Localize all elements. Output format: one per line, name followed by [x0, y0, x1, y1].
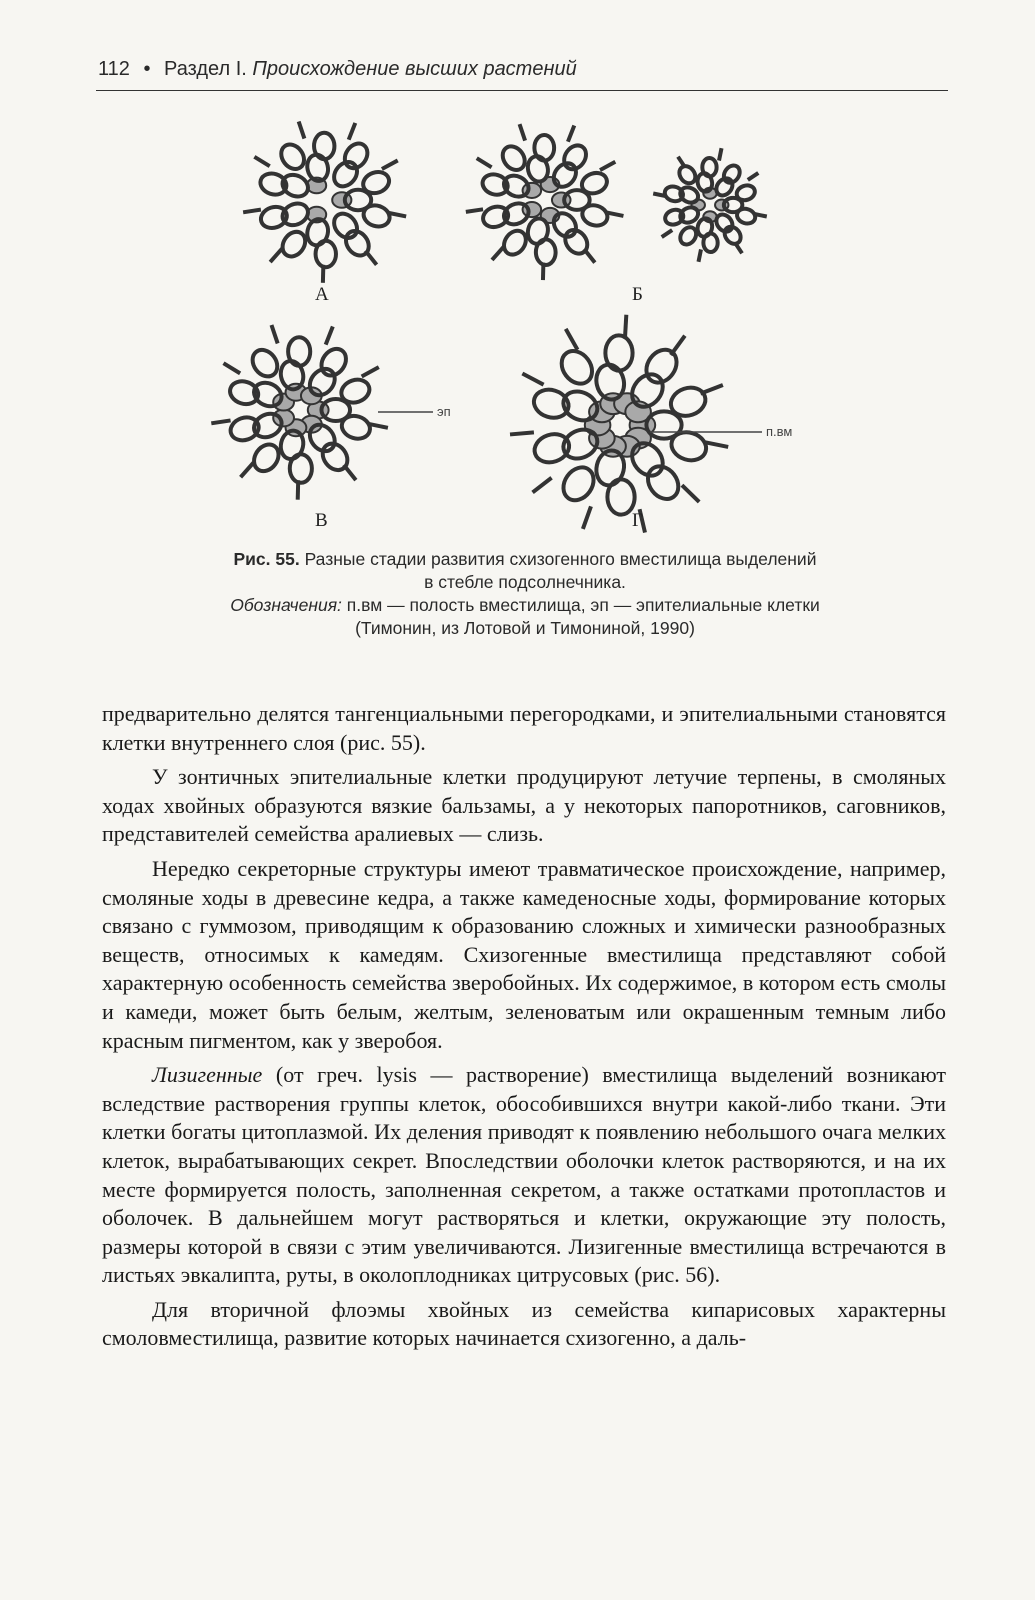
parenchyma-cell: [735, 207, 757, 226]
parenchyma-cell: [249, 440, 284, 476]
cell-wall-spike: [382, 160, 398, 169]
cell-wall-spike: [719, 148, 722, 160]
cell-wall-spike: [243, 210, 261, 213]
cell-wall-spike: [223, 363, 240, 373]
legend-label: Обозначения:: [230, 595, 342, 615]
cell-wall-spike: [662, 230, 673, 237]
cell-wall-spike: [701, 385, 723, 394]
parenchyma-cell: [607, 479, 635, 515]
parenchyma-cell: [279, 171, 312, 201]
term-lysigenous: Лизигенные: [152, 1062, 263, 1088]
parenchyma-cell: [316, 344, 351, 380]
panel-b1-cells: [466, 124, 624, 280]
parenchyma-cell: [605, 335, 633, 371]
paragraph-4-text: (от греч. lysis — растворение) вместилища выделений возникают вследствие растворения группы клеток, обособившихся внутри какой-либо ткани. Эти клетки богаты цитоплазмой. Их деления приводят к появлению небольшого очага мелких клеток, вырабатывающих секрет. Впоследствии оболочки клеток растворяются, и на их месте формируется полость, заполненная секретом, а также остатками протопластов и оболочек. В дальнейшем могут растворяться и клетки, окружающие эту полость, размеры которой в связи с этим увеличиваются. Лизигенные вместилища встречаются в листьях эвкалипта, руты, в околоплодниках цитрусовых (рис. 56).: [102, 1062, 946, 1288]
ep-annotation: эп: [437, 404, 451, 419]
cell-wall-spike: [326, 327, 333, 345]
parenchyma-cell: [735, 183, 757, 202]
parenchyma-cell: [290, 454, 313, 483]
parenchyma-cell: [534, 135, 554, 161]
cell-wall-spike: [698, 249, 701, 261]
parenchyma-cell: [530, 386, 572, 422]
parenchyma-cell: [557, 462, 600, 506]
cell-wall-spike: [533, 478, 552, 493]
parenchyma-cell: [500, 227, 531, 259]
parenchyma-cell: [480, 203, 511, 230]
cell-wall-spike: [349, 123, 356, 140]
cell-diagram: [150, 110, 910, 540]
panel-label-g: Г: [632, 510, 643, 531]
panel-label-v: В: [315, 510, 328, 531]
cell-wall-spike: [270, 249, 282, 262]
parenchyma-cell: [278, 227, 310, 260]
cell-wall-spike: [653, 193, 665, 196]
paragraph-2: У зонтичных эпителиальные клетки продуцируют летучие терпены, в смоляных ходах хвойных образуются вязкие бальзамы, а у некоторых папоротников, саговников, представителей семейства аралиевых — слизь.: [102, 764, 946, 847]
panel-a-cells: [243, 121, 406, 282]
pvm-annotation: п.вм: [766, 424, 793, 439]
parenchyma-cell: [277, 140, 309, 173]
running-header: [98, 58, 946, 90]
cell-wall-spike: [365, 251, 376, 265]
parenchyma-cell: [555, 345, 598, 389]
cell-wall-spike: [566, 329, 578, 350]
panel-g-cells: [510, 315, 728, 533]
section-label: Раздел I.: [164, 58, 247, 80]
caption-line-1: [110, 548, 940, 571]
section-title: Происхождение высших растений: [252, 58, 577, 80]
parenchyma-cell: [258, 170, 289, 197]
parenchyma-cell: [361, 202, 392, 229]
cell-wall-spike: [682, 485, 699, 502]
cell-wall-spike: [362, 367, 379, 376]
cell-wall-spike: [477, 158, 492, 167]
legend-text: п.вм — полость вместилища, эп — эпителиальные клетки: [346, 595, 820, 615]
paragraph-5: Для вторичной флоэмы хвойных из семейства кипарисовых характерны смоловместилища, развитие которых начинается схизогенно, а даль-: [102, 1296, 946, 1351]
body-text: [102, 700, 946, 1353]
paragraph-4: [102, 1061, 946, 1290]
parenchyma-cell: [498, 142, 529, 174]
cell-wall-spike: [671, 336, 685, 355]
cell-wall-spike: [520, 124, 526, 140]
paragraph-3: Нередко секреторные структуры имеют травматическое происхождение, например, смоляные ходы в древесине кедра, а также камеденосные ходы, формирование которых связано с гуммозом, приводящим к образованию сложных и химически разнообразных веществ, относимых к камедям. Схизогенные вместилища представляют собой характерную особенность семейства зверобойных. Их содержимое, в котором есть смолы и камеди, может быть белым, желтым, зеленоватым или окрашенным темным либо красным пигментом, как у зверобоя.: [102, 855, 946, 1053]
cell-wall-spike: [241, 463, 254, 478]
parenchyma-cell: [676, 163, 699, 186]
cell-wall-spike: [271, 325, 277, 343]
parenchyma-cell: [248, 345, 283, 381]
cell-wall-spike: [344, 465, 356, 480]
parenchyma-cell: [663, 207, 685, 226]
cell-wall-spike: [600, 162, 615, 170]
parenchyma-cell: [340, 139, 372, 172]
parenchyma-cell: [315, 241, 336, 268]
figure-55: [150, 110, 910, 540]
caption-source: (Тимонин, из Лотовой и Тимониной, 1990): [355, 618, 695, 638]
parenchyma-cell: [536, 239, 556, 265]
cell-wall-spike: [748, 173, 759, 180]
cell-wall-spike: [583, 506, 591, 529]
header-bullet: •: [143, 58, 151, 80]
cell-wall-spike: [625, 315, 626, 339]
parenchyma-cell: [579, 170, 610, 197]
caption-title: Разные стадии развития схизогенного вместилища выделений: [304, 549, 817, 569]
figure-caption: [110, 548, 940, 640]
cell-wall-spike: [299, 121, 305, 138]
parenchyma-cell: [314, 133, 335, 160]
parenchyma-cell: [580, 202, 610, 228]
cell-wall-spike: [522, 373, 543, 384]
panel-v-cells: [211, 325, 388, 500]
paragraph-1: предварительно делятся тангенциальными перегородками, и эпителиальными становятся клетки внутреннего слоя (рис. 55).: [102, 701, 946, 755]
cell-wall-spike: [568, 126, 574, 142]
epithelial-cell: [273, 409, 294, 426]
parenchyma-cell: [721, 224, 744, 247]
panel-b2-cells: [653, 148, 767, 262]
cell-wall-spike: [466, 209, 483, 212]
caption-line-2: в стебле подсолнечника.: [424, 572, 626, 592]
cell-wall-spike: [510, 432, 534, 434]
parenchyma-cell: [560, 141, 591, 173]
panel-label-b: Б: [632, 284, 643, 305]
parenchyma-cell: [480, 171, 510, 197]
figure-ref: Рис. 55.: [233, 549, 300, 569]
parenchyma-cell: [703, 233, 718, 252]
cell-wall-spike: [754, 214, 766, 217]
cell-wall-spike: [211, 420, 230, 423]
parenchyma-cell: [288, 337, 311, 366]
parenchyma-cell: [642, 460, 685, 504]
page-number: 112: [98, 58, 130, 80]
caption-legend: [110, 594, 940, 617]
cell-wall-spike: [254, 157, 269, 166]
cell-wall-spike: [492, 247, 504, 260]
parenchyma-cell: [721, 162, 743, 185]
header-rule: [96, 90, 948, 91]
cell-wall-spike: [705, 442, 729, 447]
parenchyma-cell: [668, 428, 710, 464]
cell-wall-spike: [584, 249, 595, 263]
panel-label-a: А: [315, 284, 329, 305]
